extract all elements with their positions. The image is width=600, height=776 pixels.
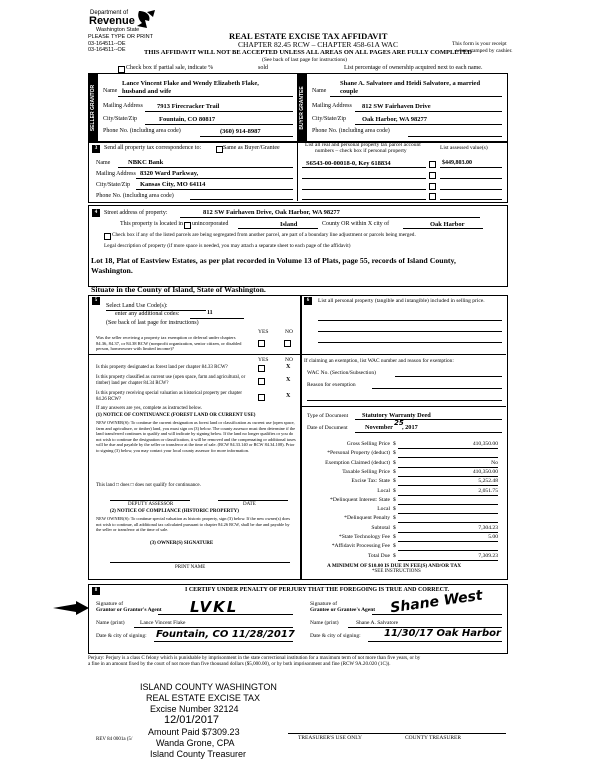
tax-mailing-label: Mailing Address xyxy=(96,171,136,177)
situate-line: Situate in the County of Island, State of Washington. xyxy=(91,285,266,294)
q2-no-mark[interactable]: X xyxy=(286,364,291,370)
revenue-logo-text: Revenue xyxy=(89,15,135,27)
tax-row-dollar: $ xyxy=(393,478,396,485)
page-title: REAL ESTATE EXCISE TAX AFFIDAVIT xyxy=(229,31,388,41)
washington-state-label: Washington State xyxy=(96,27,140,33)
tax-row-dollar: $ xyxy=(393,515,396,522)
buyer-phone-label: Phone No. (including area code) xyxy=(312,128,390,134)
see-instructions-note: *SEE INSTRUCTIONS xyxy=(372,569,421,574)
seller-mailing-label: Mailing Address xyxy=(103,103,143,109)
wac-label: WAC No. (Section/Subsection) xyxy=(307,370,376,376)
tax-row-label: Excise Tax: State xyxy=(351,478,390,485)
q3-yes-checkbox[interactable] xyxy=(258,378,265,385)
notice-continuance-title: (1) NOTICE OF CONTINUANCE (FOREST LAND OR CURRENT USE) xyxy=(96,413,256,418)
tax-row-value[interactable]: 7,304.23 xyxy=(478,524,498,531)
partial-sale-sold: sold xyxy=(258,65,269,71)
tax-row-value[interactable]: 410,350.00 xyxy=(472,468,498,475)
segregated-checkbox[interactable] xyxy=(104,233,111,240)
tax-row-value[interactable]: 5,252.48 xyxy=(478,478,498,485)
grantee-date-city[interactable]: 11/30/17 Oak Harbor xyxy=(384,628,501,639)
form-number-b: 03-164511--OE xyxy=(88,47,126,53)
parcel-pp-checkbox-2[interactable] xyxy=(429,172,436,179)
partial-sale-checkbox[interactable] xyxy=(118,66,125,73)
minimum-note: A MINIMUM OF $10.00 IS DUE IN FEE(S) AND/OR TAX xyxy=(327,563,462,569)
stamp-excise-tax: REAL ESTATE EXCISE TAX xyxy=(146,693,261,703)
land-use-see-back: (See back of last page for instructions) xyxy=(106,320,199,326)
stamp-treasurer-name: Wanda Grone, CPA xyxy=(156,738,235,748)
buyer-side-label: BUYER GRANTEE xyxy=(299,86,305,130)
form-revision: REV 84 0001a (5/ xyxy=(96,737,133,742)
chapter-subtitle: CHAPTER 82.45 RCW – CHAPTER 458-61A WAC xyxy=(238,40,398,49)
doc-date-day[interactable]: 25 xyxy=(394,419,404,427)
grantee-name[interactable]: Shane A. Salvatore xyxy=(356,620,399,626)
legal-description-1: Lot 18, Plat of Eastview Estates, as per plat recorded in Volume 13 of Plats, page 55, records of Island County, xyxy=(91,256,456,265)
doc-date-year[interactable]: , 2017 xyxy=(402,424,418,431)
ownership-pct-note: List percentage of ownership acquired next to each name. xyxy=(344,65,483,71)
tax-row-value[interactable]: 410,350.00 xyxy=(472,441,498,447)
tax-row-dollar: $ xyxy=(393,524,396,531)
yes-header-2: YES xyxy=(258,357,269,363)
tax-row-label: *Affidavit Processing Fee xyxy=(331,543,390,550)
q4-no-mark[interactable]: X xyxy=(286,393,291,399)
grantor-sig-label-1: Signature of xyxy=(96,601,124,607)
see-back-note: (See back of last page for instructions) xyxy=(262,57,347,63)
stamp-excise-number: Excise Number 32124 xyxy=(150,704,239,714)
tax-row-label: *State Technology Fee xyxy=(338,534,390,540)
buyer-mailing[interactable]: 812 SW Fairhaven Drive xyxy=(362,103,431,110)
q1-no-checkbox[interactable] xyxy=(284,340,291,347)
stamp-date: 12/01/2017 xyxy=(164,714,220,726)
tax-row-value[interactable]: 5.00 xyxy=(488,534,498,540)
q2-yes-checkbox[interactable] xyxy=(258,365,265,372)
doc-date-month[interactable]: November xyxy=(365,424,393,431)
legal-description-label: Legal description of property (if more space is needed, you may attach a separate sheet to each page of the affidavit) xyxy=(104,243,351,249)
seller-city-label: City/State/Zip xyxy=(103,116,137,122)
county-treasurer-label: COUNTY TREASURER xyxy=(405,735,462,741)
tax-row-label: Gross Selling Price xyxy=(346,441,390,447)
grantee-date-label: Date & city of signing: xyxy=(310,633,361,639)
street-address[interactable]: 812 SW Fairhaven Drive, Oak Harbor, WA 98277 xyxy=(203,209,340,216)
certify-title: I CERTIFY UNDER PENALTY OF PERJURY THAT THE FOREGOING IS TRUE AND CORRECT. xyxy=(185,587,450,593)
tax-row-label: Local xyxy=(377,506,390,513)
parcels-header-1: List all real and personal property tax parcel account xyxy=(305,142,421,148)
tax-row-value[interactable]: 2,051.75 xyxy=(478,487,498,494)
stamp-treasurer-title: Island County Treasurer xyxy=(150,749,247,759)
partial-sale-label: Check box if partial sale, indicate % xyxy=(126,65,214,71)
seller-phone-label: Phone No. (including area code) xyxy=(103,128,181,134)
assessed-header: List assessed value(s) xyxy=(440,145,488,151)
tax-row-dollar: $ xyxy=(393,496,396,503)
tax-row-label: Local xyxy=(377,487,390,494)
tax-row-dollar: $ xyxy=(393,441,396,447)
grantee-signature[interactable]: Shane West xyxy=(389,587,484,617)
stamp-county: ISLAND COUNTY WASHINGTON xyxy=(140,682,277,692)
legal-description-2: Washington. xyxy=(91,266,133,275)
tax-row-label: Exemption Claimed (deduct) xyxy=(325,459,390,466)
tax-row-label: *Delinquent Penalty xyxy=(344,515,390,522)
assessed-value[interactable]: $449,803.00 xyxy=(442,160,472,166)
tax-row-dollar: $ xyxy=(393,506,396,513)
unincorporated-label: unincorporated xyxy=(192,221,229,227)
stamp-amount-paid: Amount Paid $7309.23 xyxy=(148,727,240,737)
tax-city[interactable]: Kansas City, MO 64114 xyxy=(140,181,206,188)
tax-row-label: *Personal Property (deduct) xyxy=(327,450,390,457)
deputy-date-label: DATE xyxy=(243,502,256,507)
grantee-name-label: Name (print) xyxy=(310,620,339,626)
continuance-line: This land □ does □ does not qualify for continuance. xyxy=(96,483,201,488)
seller-mailing[interactable]: 7913 Firecracker Trail xyxy=(157,103,220,110)
grantor-date-label: Date & city of signing: xyxy=(96,633,147,639)
grantor-name[interactable]: Lance Vincent Flake xyxy=(140,620,186,626)
parcel-pp-checkbox-3[interactable] xyxy=(429,183,436,190)
tax-phone-label: Phone No. (including area code) xyxy=(96,193,174,199)
doc-type[interactable]: Statutory Warranty Deed xyxy=(362,412,431,419)
tax-mailing[interactable]: 8320 Ward Parkway, xyxy=(140,170,199,177)
tax-row-dollar: $ xyxy=(393,543,396,550)
doc-type-label: Type of Document xyxy=(307,413,349,419)
historic-question: Is this property receiving special valuation as historical property per chapter 84.26 RCW? xyxy=(96,391,242,402)
tax-correspondence-label: Send all property tax correspondence to: xyxy=(104,145,202,151)
exemption-question: Was the seller receiving a property tax exemption or deferral under chapters 84.36, 84.37, or 84.38 RCW (nonprofit organization, senior citizen, or disabled person, homeowner with limited income)? xyxy=(96,335,242,351)
tax-row-dollar: $ xyxy=(393,468,396,475)
treasurer-use-label: TREASURER'S USE ONLY xyxy=(298,735,363,741)
grantor-signature[interactable]: LVKL xyxy=(190,598,239,616)
section-5-tab: 5 xyxy=(92,297,100,305)
tax-row-label: Total Due xyxy=(367,552,390,559)
grantor-sig-label-2: Grantor or Grantor's Agent xyxy=(96,607,162,613)
located-label: This property is located in xyxy=(120,221,183,227)
notice-compliance-body: NEW OWNER(S): To continue special valuation as historic property, sign (3) below. If the new owner(s) does not wish to continue, all additional tax calculated pursuant to chapter 84.26 RCW, shall be due and payable by the seller or transferor at the time of sale. xyxy=(96,516,291,533)
parcel-pp-checkbox-4[interactable] xyxy=(429,193,436,200)
buyer-city-label: City/State/Zip xyxy=(312,116,346,122)
yes-header-1: YES xyxy=(258,329,269,335)
receipt-note-2: when stamped by cashier. xyxy=(456,48,513,54)
grantor-date-city[interactable]: Fountain, CO 11/28/2017 xyxy=(156,629,295,640)
tax-row-value[interactable]: 7,309.23 xyxy=(478,552,498,559)
buyer-mailing-label: Mailing Address xyxy=(312,103,352,109)
tax-row-label: *Delinquent Interest: State xyxy=(330,496,390,503)
section-3-tab: 3 xyxy=(92,145,100,153)
grantee-sig-label-1: Signature of xyxy=(310,601,338,607)
buyer-name-label: Name xyxy=(312,88,327,94)
tax-row-value[interactable]: No xyxy=(491,459,498,466)
unincorporated-checkbox[interactable] xyxy=(184,222,191,229)
land-use-select-label: Select Land Use Code(s): xyxy=(106,303,168,309)
tax-row-label: Taxable Selling Price xyxy=(342,468,390,475)
warning-line: THIS AFFIDAVIT WILL NOT BE ACCEPTED UNLESS ALL AREAS ON ALL PAGES ARE FULLY COMPLETED xyxy=(144,49,472,56)
current-use-question: Is this property classified as current use (open space, farm and agricultural, or timber) land per chapter 84.34 RCW? xyxy=(96,375,246,386)
segregated-label: Check box if any of the listed parcels are being segregated from another parcel, are part of a boundary line adjustment or parcels being merged. xyxy=(112,232,416,238)
receipt-note-1: This form is your receipt xyxy=(452,41,507,47)
forest-question: Is this property designated as forest land per chapter 84.33 RCW? xyxy=(96,365,228,370)
buyer-name-2: couple xyxy=(340,88,359,95)
tax-city-label: City/State/Zip xyxy=(96,182,130,188)
perjury-line-2: a fine in an amount fixed by the court of not more than five thousand dollars ($5,000.00), or by both imprisonment and fine (RCW 9A.20.020 (1C)). xyxy=(88,661,391,667)
seller-phone[interactable]: (360) 914-8987 xyxy=(220,128,261,135)
personal-property-box xyxy=(300,295,508,580)
dept-of-label: Department of xyxy=(90,10,129,16)
tax-name-label: Name xyxy=(96,160,111,166)
form-number-a: 03-164511--OE xyxy=(88,41,126,47)
buyer-name-1: Shane A. Salvatore and Heidi Salvatore, a married xyxy=(340,80,481,87)
seller-name-2: husband and wife xyxy=(122,88,172,95)
tax-row-dollar: $ xyxy=(393,487,396,494)
tax-row-dollar: $ xyxy=(393,450,396,457)
no-header-2: NO xyxy=(285,357,293,363)
additional-codes-label: enter any additional codes: xyxy=(115,311,180,317)
notice-continuance-body: NEW OWNER(S): To continue the current designation as forest land or classification as current use (open space, farm and agriculture, or timber) land, you must sign on (3) below. The county assessor must then determine if the land transferred continues to qualify and will indicate by signing below. If the land no longer qualifies or you do not wish to continue the designation or classification, it will be removed and the compensating or additional taxes will be due and payable by the seller or transferor at the time of sale. (RCW 84.33.140 or RCW 84.34.108). Prior to signing (3) below, you may contact your local county assessor for more information. xyxy=(96,420,296,453)
same-as-buyer-checkbox[interactable] xyxy=(216,146,223,153)
tax-row-dollar: $ xyxy=(393,552,396,559)
seller-name-label: Name xyxy=(103,88,118,94)
any-yes-note: If any answers are yes, complete as instructed below. xyxy=(96,406,203,411)
doc-date-label: Date of Document xyxy=(307,425,348,431)
county-value[interactable]: Island xyxy=(280,221,298,228)
tax-row-dollar: $ xyxy=(393,459,396,466)
tax-row-label: Subtotal xyxy=(371,524,390,531)
q3-no-mark[interactable]: X xyxy=(286,377,291,383)
q1-yes-checkbox[interactable] xyxy=(258,340,265,347)
parcel-pp-checkbox-1[interactable] xyxy=(429,161,436,168)
seller-city[interactable]: Fountain, CO 80817 xyxy=(159,116,216,123)
city-value[interactable]: Oak Harbor xyxy=(430,221,465,228)
section-4-tab: 4 xyxy=(92,209,100,217)
exemption-label: If claiming an exemption, list WAC number and reason for exemption: xyxy=(304,358,454,364)
section-8-tab: 8 xyxy=(92,587,100,595)
land-use-code[interactable]: 11 xyxy=(207,310,213,316)
q4-yes-checkbox[interactable] xyxy=(258,394,265,401)
tax-row-dollar: $ xyxy=(393,534,396,540)
grantee-sig-label-2: Grantee or Grantee's Agent xyxy=(310,607,376,613)
notice-compliance-title: (2) NOTICE OF COMPLIANCE (HISTORIC PROPERTY) xyxy=(110,509,239,514)
seller-name-1: Lance Vincent Flake and Wendy Elizabeth Flake, xyxy=(122,80,259,87)
reason-label: Reason for exemption xyxy=(307,382,356,388)
grantor-name-label: Name (print) xyxy=(96,620,125,626)
please-type-label: PLEASE TYPE OR PRINT xyxy=(88,34,154,40)
parcels-header-2: numbers – check box if personal property xyxy=(315,148,407,154)
owner-signature-label: (3) OWNER(S) SIGNATURE xyxy=(150,541,214,546)
perjury-line-1: Perjury: Perjury is a class C felony which is punishable by imprisonment in the state correctional institution for a maximum term of not more than five years, or by xyxy=(88,655,421,661)
seller-side-label: SELLER GRANTOR xyxy=(90,84,96,132)
sign-here-arrow xyxy=(52,601,90,617)
no-header-1: NO xyxy=(285,329,293,335)
county-label: County OR within X city of xyxy=(322,221,390,227)
deputy-assessor-label: DEPUTY ASSESSOR xyxy=(128,502,174,507)
buyer-city[interactable]: Oak Harbor, WA 98277 xyxy=(362,116,428,123)
personal-property-label: List all personal property (tangible and intangible) included in selling price. xyxy=(318,298,485,304)
section-6-tab: 6 xyxy=(304,297,312,305)
same-as-buyer-label: Same as Buyer/Grantee xyxy=(223,145,280,151)
street-label: Street address of property: xyxy=(104,210,168,216)
parcel-number[interactable]: S6543-00-00018-0, Key 618834 xyxy=(306,160,391,167)
print-name-label: PRINT NAME xyxy=(175,565,206,570)
tax-name[interactable]: NBKC Bank xyxy=(128,159,164,166)
